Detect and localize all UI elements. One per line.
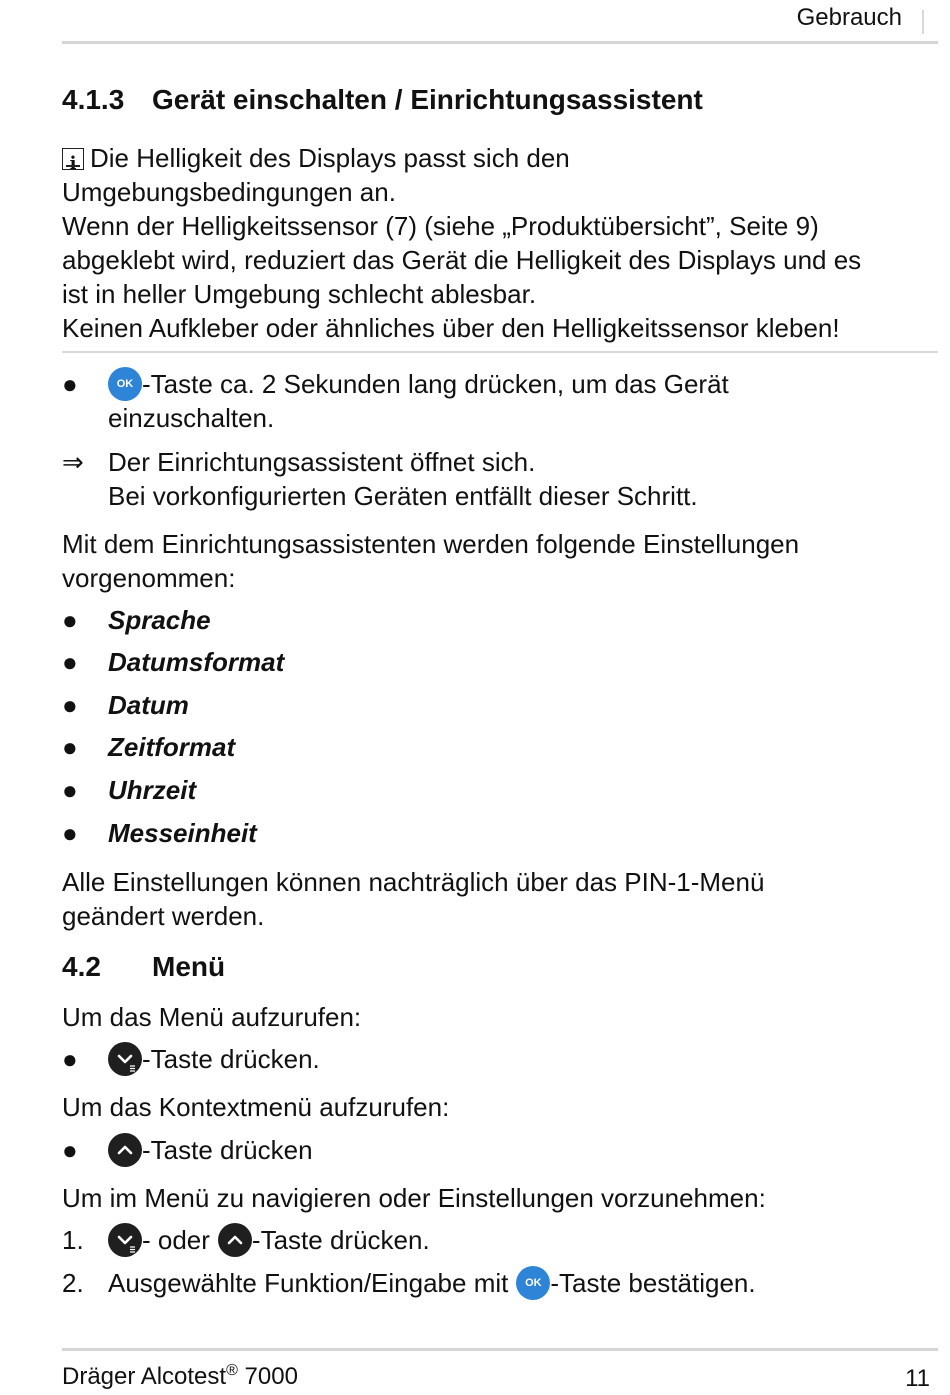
wizard-item-label: Datum <box>108 690 189 720</box>
ok-key-icon <box>516 1266 550 1300</box>
section-title: Menü <box>152 951 226 982</box>
nav-step-2-text-a: Ausgewählte Funktion/Eingabe mit <box>108 1268 509 1298</box>
note-line-6: Keinen Aufkleber oder ähnliches über den Helligkeitssensor kleben! <box>62 313 840 343</box>
page-number: 11 <box>905 1365 930 1392</box>
ok-key-label: OK <box>116 378 134 390</box>
bullet: ● <box>62 818 78 848</box>
bullet: ● <box>62 647 78 677</box>
footer-product-name: Dräger Alcotest <box>62 1363 227 1390</box>
note-text-1: Die Helligkeit des Displays passt sich den <box>90 143 570 173</box>
section-number: 4.2 <box>62 951 101 982</box>
header-section-label: Gebrauch <box>796 4 902 31</box>
note-line-4: abgeklebt wird, reduziert das Gerät die Helligkeit des Displays und es <box>62 245 862 275</box>
nav-step-1-mid: - oder <box>142 1225 210 1255</box>
section-number: 4.1.3 <box>62 84 125 115</box>
nav-step-1-end: -Taste drücken. <box>251 1225 430 1255</box>
bullet: ● <box>62 1135 78 1165</box>
result-arrow: ⇒ <box>62 447 84 477</box>
result-text-b: Bei vorkonfigurierten Geräten entfällt dieser Schritt. <box>108 481 698 511</box>
bullet: ● <box>62 732 78 762</box>
wizard-item-label: Uhrzeit <box>108 775 197 805</box>
note-line-2: Umgebungsbedingungen an. <box>62 177 396 207</box>
up-key-icon <box>108 1133 142 1167</box>
wizard-item-label: Sprache <box>108 605 211 635</box>
up-key-icon <box>218 1223 252 1257</box>
wizard-item-label: Zeitformat <box>108 732 236 762</box>
step-text-b: einzuschalten. <box>108 403 275 433</box>
bullet: ● <box>62 1044 78 1074</box>
open-menu-step-text: -Taste drücken. <box>142 1044 320 1074</box>
open-context-intro: Um das Kontextmenü aufzurufen: <box>62 1092 450 1122</box>
section-heading-4-1-3 <box>62 84 703 116</box>
open-menu-intro: Um das Menü aufzurufen: <box>62 1002 362 1032</box>
note-line-1 <box>62 141 938 175</box>
wizard-outro-1: Alle Einstellungen können nachträglich über das PIN-1-Menü <box>62 867 765 897</box>
nav-step-2-text-b: -Taste bestätigen. <box>550 1268 756 1298</box>
section-title: Gerät einschalten / Einrichtungsassistent <box>152 84 703 115</box>
manual-page <box>62 0 938 1395</box>
bullet: ● <box>62 690 78 720</box>
navigate-intro: Um im Menü zu navigieren oder Einstellungen vorzunehmen: <box>62 1183 766 1213</box>
bullet: ● <box>62 369 78 399</box>
header-divider <box>922 10 924 34</box>
step-number: 1. <box>62 1225 84 1255</box>
menu-down-key-icon <box>108 1223 142 1257</box>
footer-rule <box>62 1348 938 1351</box>
menu-down-key-icon <box>108 1042 142 1076</box>
footer-product <box>62 1362 298 1391</box>
open-context-step-text: -Taste drücken <box>142 1135 313 1165</box>
wizard-item-label: Datumsformat <box>108 647 285 677</box>
page-header <box>62 0 938 44</box>
wizard-item-label: Messeinheit <box>108 818 257 848</box>
wizard-intro-2: vorgenommen: <box>62 563 236 593</box>
result-text-a: Der Einrichtungsassistent öffnet sich. <box>108 447 536 477</box>
info-icon <box>62 148 84 170</box>
step-number: 2. <box>62 1268 84 1298</box>
bullet: ● <box>62 605 78 635</box>
footer-registered-mark: ® <box>226 1362 238 1379</box>
ok-key-icon <box>108 367 142 401</box>
step-text-a: -Taste ca. 2 Sekunden lang drücken, um das Gerät <box>142 369 729 399</box>
wizard-intro-1: Mit dem Einrichtungsassistenten werden folgende Einstellungen <box>62 529 800 559</box>
ok-key-label: OK <box>525 1277 542 1289</box>
wizard-outro-2: geändert werden. <box>62 901 265 931</box>
bullet: ● <box>62 775 78 805</box>
section-heading-4-2 <box>62 951 225 983</box>
info-note <box>62 141 938 353</box>
note-line-3: Wenn der Helligkeitssensor (7) (siehe „Produktübersicht”, Seite 9) <box>62 211 819 241</box>
footer-model: 7000 <box>237 1363 298 1390</box>
note-line-5: ist in heller Umgebung schlecht ablesbar. <box>62 279 537 309</box>
